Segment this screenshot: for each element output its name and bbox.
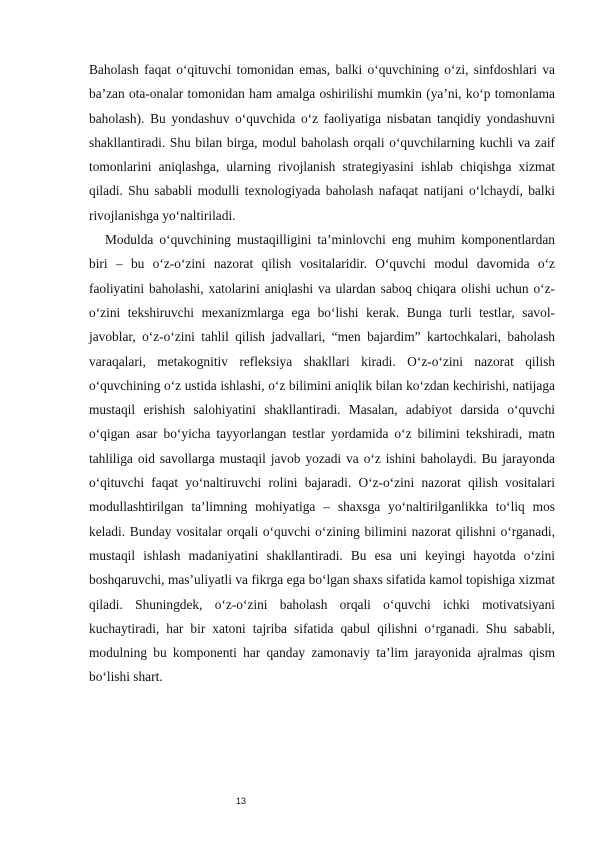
paragraph-self-control: Modulda o‘quvchining mustaqilligini ta’minlovchi eng muhim komponentlardan biri – bu o‘z-o‘zini nazorat qilish vositalaridir. O‘quvchi modul davomida o‘z faoliyatini baholashi, xatolarini aniqlashi va ulardan saboq chiqara olishi uchun o‘z-o‘zini tekshiruvchi mexanizmlarga ega bo‘lishi kerak. Bunga turli testlar, savol-javoblar, o‘z-o‘zini tahlil qilish jadvallari, “men bajardim” kartochkalari, baholash varaqalari, metakognitiv refleksiya shakllari kiradi. O‘z-o‘zini nazorat qilish o‘quvchining o‘z ustida ishlashi, o‘z bilimini aniqlik bilan ko‘zdan kechirishi, natijaga mustaqil erishish salohiyatini shakllantiradi. Masalan, adabiyot darsida o‘quvchi o‘qigan asar bo‘yicha tayyorlangan testlar yordamida o‘z bilimini tekshiradi, matn tahliliga oid savollarga mustaqil javob yozadi va o‘z ishini baholaydi. Bu jarayonda o‘qituvchi faqat yo‘naltiruvchi rolini bajaradi. O‘z-o‘zini nazorat qilish vositalari modullashtirilgan ta’limning mohiyatiga – shaxsga yo‘naltirilganlikka to‘liq mos keladi. Bunday vositalar orqali o‘quvchi o‘zining bilimini nazorat qilishni o‘rganadi, mustaqil ishlash madaniyatini shakllantiradi. Bu esa uni keyingi hayotda o‘zini boshqaruvchi, mas’uliyatli va fikrga ega bo‘lgan shaxs sifatida kamol topishiga xizmat qiladi. Shuningdek, o‘z-o‘zini baholash orqali o‘quvchi ichki motivatsiyani kuchaytiradi, har bir xatoni tajriba sifatida qabul qilishni o‘rganadi. Shu sababli, modulning bu komponenti har qanday zamonaviy ta’lim jarayonida ajralmas qism bo‘lishi shart.	[89, 232, 555, 685]
body-text	[89, 58, 555, 690]
paragraph-assessment: Baholash faqat o‘qituvchi tomonidan emas, balki o‘quvchining o‘zi, sinfdoshlari va ba’zan ota-onalar tomonidan ham amalga oshirilishi mumkin (ya’ni, ko‘p tomonlama baholash). Bu yondashuv o‘quvchida o‘z faoliyatiga nisbatan tanqidiy yondashuvni shakllantiradi. Shu bilan birga, modul baholash orqali o‘quvchilarning kuchli va zaif tomonlarini aniqlashga, ularning rivojlanish strategiyasini ishlab chiqishga xizmat qiladi. Shu sababli modulli texnologiyada baholash nafaqat natijani o‘lchaydi, balki rivojlanishga yo‘naltiriladi.	[89, 62, 555, 223]
page-number: 13	[235, 796, 246, 806]
